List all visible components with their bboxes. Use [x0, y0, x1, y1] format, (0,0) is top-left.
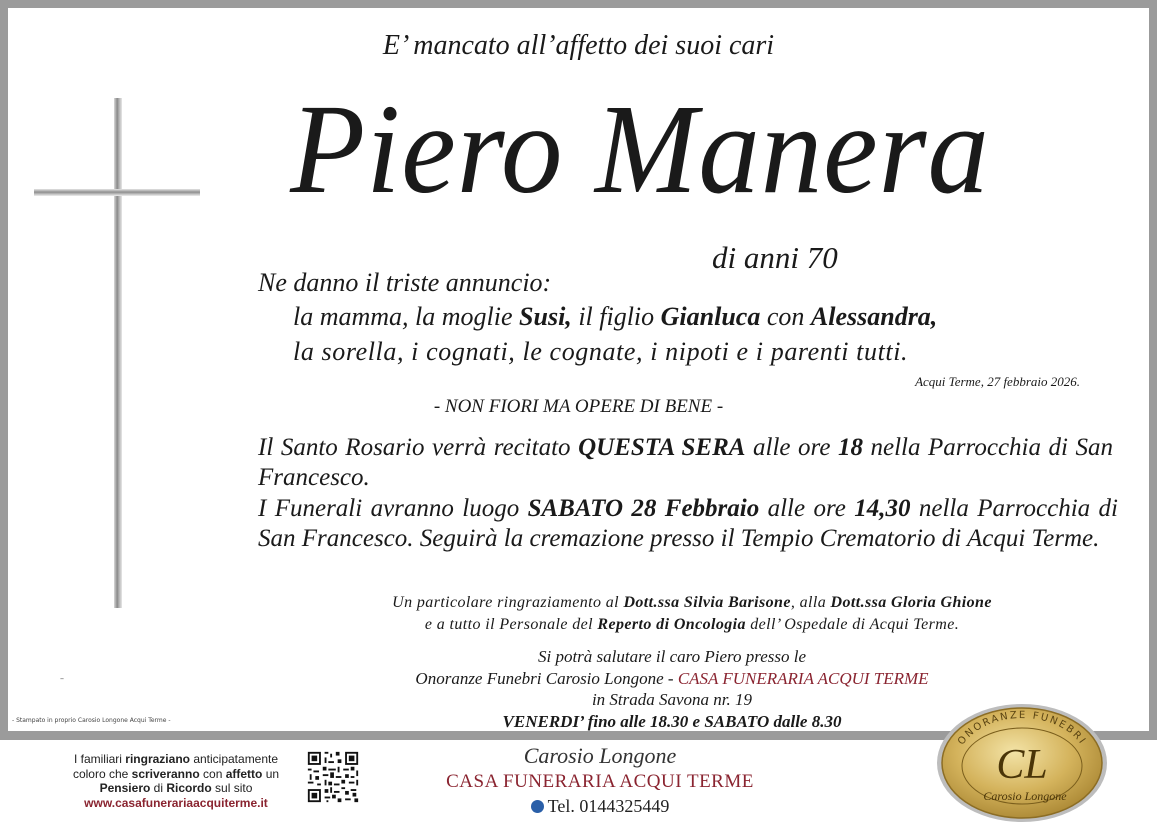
- visit-line-4: VENERDI’ fino alle 18.30 e SABATO dalle 8.30: [502, 711, 842, 731]
- printer-credit: - Stampato in proprio Carosio Longone Acqui Terme -: [12, 717, 171, 724]
- notice-date: Acqui Terme, 27 febbraio 2026.: [915, 374, 1080, 389]
- seal-logo-icon: [935, 702, 1109, 824]
- seal-ring-text: ONORANZE FUNEBRI: [955, 709, 1089, 748]
- cross-icon: [114, 98, 122, 608]
- decorative-mark: –: [60, 674, 64, 683]
- seal-script: Carosio Longone: [983, 789, 1067, 803]
- visit-line-1: Si potrà salutare il caro Piero presso le: [537, 647, 807, 666]
- family-line-1: la mamma, la moglie Susi, il figlio Gianluca con Alessandra,: [293, 302, 938, 331]
- family-line-2: la sorella, i cognati, le cognate, i nipoti e i parenti tutti.: [293, 337, 909, 366]
- phone-number[interactable]: Tel. 0144325449: [400, 796, 800, 817]
- funeral-home-brand: [400, 743, 800, 817]
- visit-line-3: in Strada Savona nr. 19: [591, 690, 753, 709]
- announce-intro: Ne danno il triste annuncio:: [258, 268, 552, 297]
- qr-code-icon[interactable]: [306, 750, 360, 804]
- funeral-paragraph: I Funerali avranno luogo SABATO 28 Febbraio alle ore 14,30 nella Parrocchia di San Francesco. Seguirà la cremazione presso il Tempio Crematorio di Acqui Terme.: [258, 495, 1118, 552]
- visit-line-2: Onoranze Funebri Carosio Longone - CASA FUNERARIA ACQUI TERME: [415, 668, 929, 688]
- footer-note: I familiari ringraziano anticipatamente coloro che scriveranno con affetto un Pensiero di Ricordo sul sito www.casafunerariaacquiterme.it: [72, 752, 280, 810]
- deceased-age: di anni 70: [712, 240, 838, 275]
- no-flowers-note: - NON FIORI MA OPERE DI BENE -: [433, 396, 724, 417]
- brand-house: CASA FUNERARIA ACQUI TERME: [446, 771, 754, 792]
- brand-script: Carosio Longone: [523, 743, 677, 768]
- seal-monogram: CL: [996, 742, 1048, 788]
- phone-icon: [531, 800, 544, 813]
- rosary-paragraph: Il Santo Rosario verrà recitato QUESTA SERA alle ore 18 nella Parrocchia di San Francesco.: [258, 434, 1114, 491]
- intro-text: E’ mancato all’affetto dei suoi cari: [382, 30, 775, 61]
- thanks-paragraph: Un particolare ringraziamento al Dott.ssa Silvia Barisone, alla Dott.ssa Gloria Ghione e a tutto il Personale del Reperto di Oncologia dell’ Ospedale di Acqui Terme.: [392, 594, 992, 633]
- deceased-name: Piero Manera: [290, 78, 990, 220]
- cross-icon-arm: [34, 189, 200, 196]
- website-link[interactable]: www.casafunerariaacquiterme.it: [84, 795, 268, 810]
